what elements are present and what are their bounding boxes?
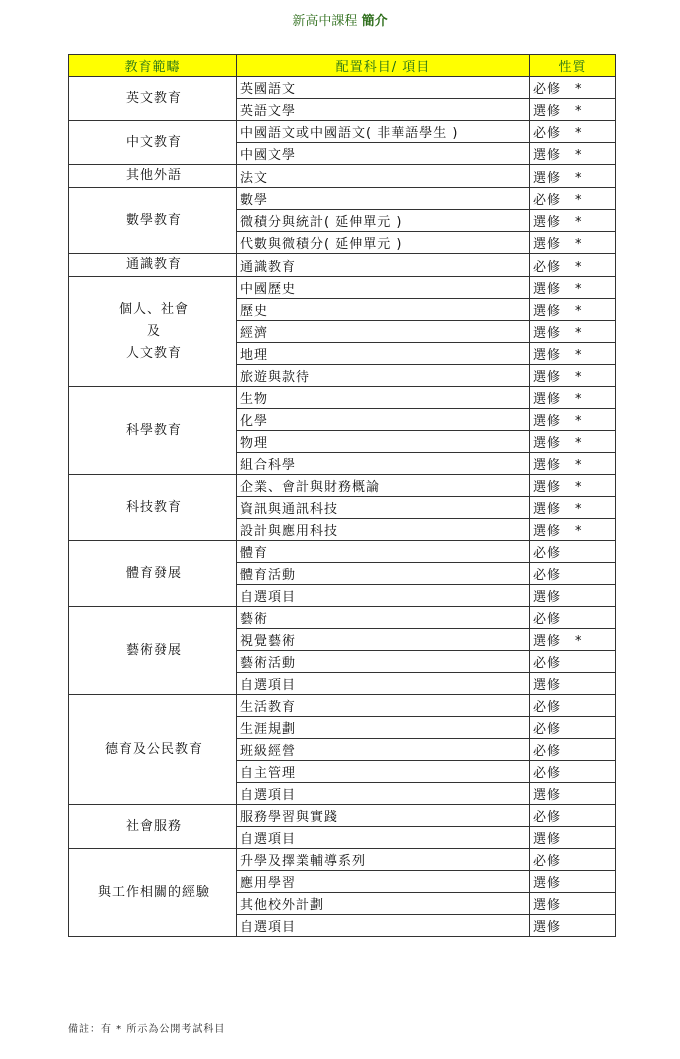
nature-label: 選修: [533, 436, 562, 451]
nature-cell: [530, 695, 616, 717]
nature-label: 必修: [533, 744, 562, 759]
subject-cell: 法文: [237, 165, 530, 188]
nature-label: 選修: [533, 392, 562, 407]
nature-label: 選修: [533, 215, 562, 230]
title-main: 新高中課程: [292, 14, 358, 29]
subject-cell: 生活教育: [237, 695, 530, 717]
nature-label: 必修: [533, 722, 562, 737]
area-cell: [69, 121, 237, 165]
subject-cell: 升學及擇業輔導系列: [237, 849, 530, 871]
nature-cell: [530, 585, 616, 607]
exam-star-mark: *: [575, 82, 583, 97]
area-label: 德育及公民教育: [104, 741, 203, 757]
subject-cell: 視覺藝術: [237, 629, 530, 651]
nature-cell: [530, 121, 616, 143]
exam-star-mark: *: [575, 126, 583, 141]
exam-star-mark: *: [575, 634, 583, 649]
nature-cell: [530, 805, 616, 827]
nature-cell: [530, 607, 616, 629]
subject-cell: 中國歷史: [237, 277, 530, 299]
subject-cell: 歷史: [237, 299, 530, 321]
nature-cell: [530, 254, 616, 277]
table-row: [69, 805, 616, 827]
subject-cell: 旅遊與款待: [237, 365, 530, 387]
footnote: 備註：有 * 所示為公開考試科目: [68, 1024, 226, 1035]
nature-cell: [530, 277, 616, 299]
subject-cell: 自選項目: [237, 827, 530, 849]
title-bold: 簡介: [361, 14, 388, 29]
nature-cell: [530, 893, 616, 915]
table-row: [69, 165, 616, 188]
nature-cell: [530, 761, 616, 783]
nature-cell: [530, 849, 616, 871]
subject-cell: 自主管理: [237, 761, 530, 783]
exam-star-mark: *: [575, 480, 583, 495]
nature-cell: [530, 99, 616, 121]
exam-star-mark: *: [575, 348, 583, 363]
subject-cell: 物理: [237, 431, 530, 453]
nature-label: 必修: [533, 700, 562, 715]
nature-label: 選修: [533, 898, 562, 913]
subject-cell: 數學: [237, 188, 530, 210]
area-cell: [69, 475, 237, 541]
area-cell: [69, 387, 237, 475]
nature-label: 選修: [533, 282, 562, 297]
header-area: 教育範疇: [69, 55, 237, 77]
exam-star-mark: *: [575, 326, 583, 341]
page-title: [0, 10, 680, 29]
subject-cell: 企業、會計與財務概論: [237, 475, 530, 497]
subject-cell: 自選項目: [237, 783, 530, 805]
exam-star-mark: *: [575, 370, 583, 385]
subject-cell: 藝術: [237, 607, 530, 629]
exam-star-mark: *: [575, 215, 583, 230]
nature-label: 選修: [533, 502, 562, 517]
subject-cell: 通識教育: [237, 254, 530, 277]
nature-cell: [530, 188, 616, 210]
area-cell: [69, 607, 237, 695]
area-label: 藝術發展: [125, 642, 182, 658]
exam-star-mark: *: [575, 237, 583, 252]
nature-cell: [530, 673, 616, 695]
nature-cell: [530, 651, 616, 673]
area-cell: [69, 254, 237, 277]
nature-cell: [530, 143, 616, 165]
area-cell: [69, 77, 237, 121]
area-cell: [69, 188, 237, 254]
nature-cell: [530, 629, 616, 651]
nature-label: 選修: [533, 170, 562, 186]
nature-label: 選修: [533, 304, 562, 319]
area-label: 社會服務: [125, 818, 182, 834]
area-cell: [69, 277, 237, 387]
area-label: 人文教育: [125, 345, 182, 361]
area-cell: [69, 849, 237, 937]
area-label: 科學教育: [125, 422, 182, 438]
area-label: 英文教育: [125, 90, 182, 106]
nature-cell: [530, 497, 616, 519]
table-body: [69, 77, 616, 937]
table-row: [69, 541, 616, 563]
nature-label: 選修: [533, 524, 562, 539]
exam-star-mark: *: [575, 414, 583, 429]
nature-label: 選修: [533, 370, 562, 385]
table-row: [69, 849, 616, 871]
nature-cell: [530, 827, 616, 849]
area-label: 體育發展: [125, 565, 182, 581]
nature-cell: [530, 783, 616, 805]
nature-cell: [530, 431, 616, 453]
area-label: 及: [146, 323, 161, 339]
nature-label: 選修: [533, 832, 562, 847]
area-label: 與工作相關的經驗: [97, 884, 210, 900]
curriculum-table: [68, 54, 616, 937]
header-nature: 性質: [530, 55, 616, 77]
nature-label: 必修: [533, 546, 562, 561]
subject-cell: 自選項目: [237, 915, 530, 937]
nature-cell: [530, 365, 616, 387]
nature-label: 必修: [533, 193, 562, 208]
nature-label: 選修: [533, 634, 562, 649]
subject-cell: 自選項目: [237, 673, 530, 695]
area-label: 中文教育: [125, 134, 182, 150]
area-cell: [69, 695, 237, 805]
subject-cell: 地理: [237, 343, 530, 365]
exam-star-mark: *: [575, 259, 583, 275]
subject-cell: 服務學習與實踐: [237, 805, 530, 827]
nature-label: 必修: [533, 126, 562, 141]
nature-cell: [530, 915, 616, 937]
subject-cell: 藝術活動: [237, 651, 530, 673]
exam-star-mark: *: [575, 392, 583, 407]
nature-cell: [530, 541, 616, 563]
nature-cell: [530, 453, 616, 475]
exam-star-mark: *: [575, 148, 583, 163]
area-label: 其他外語: [125, 168, 182, 183]
table-row: [69, 121, 616, 143]
subject-cell: 化學: [237, 409, 530, 431]
nature-cell: [530, 165, 616, 188]
table-row: [69, 277, 616, 299]
exam-star-mark: *: [575, 104, 583, 119]
table-row: [69, 188, 616, 210]
nature-label: 選修: [533, 104, 562, 119]
subject-cell: 班級經營: [237, 739, 530, 761]
nature-cell: [530, 475, 616, 497]
nature-label: 選修: [533, 414, 562, 429]
nature-cell: [530, 871, 616, 893]
subject-cell: 代數與微積分( 延伸單元 ): [237, 232, 530, 254]
subject-cell: 英國語文: [237, 77, 530, 99]
subject-cell: 設計與應用科技: [237, 519, 530, 541]
nature-label: 必修: [533, 259, 562, 275]
area-label: 通識教育: [125, 257, 182, 272]
exam-star-mark: *: [575, 502, 583, 517]
nature-cell: [530, 77, 616, 99]
table-header-row: [69, 55, 616, 77]
nature-label: 選修: [533, 920, 562, 935]
exam-star-mark: *: [575, 304, 583, 319]
nature-cell: [530, 739, 616, 761]
exam-star-mark: *: [575, 436, 583, 451]
subject-cell: 中國語文或中國語文( 非華語學生 ): [237, 121, 530, 143]
subject-cell: 組合科學: [237, 453, 530, 475]
subject-cell: 自選項目: [237, 585, 530, 607]
nature-cell: [530, 232, 616, 254]
nature-label: 必修: [533, 656, 562, 671]
nature-label: 選修: [533, 326, 562, 341]
nature-label: 選修: [533, 590, 562, 605]
area-label: 科技教育: [125, 499, 182, 515]
subject-cell: 微積分與統計( 延伸單元 ): [237, 210, 530, 232]
subject-cell: 資訊與通訊科技: [237, 497, 530, 519]
table-row: [69, 475, 616, 497]
nature-cell: [530, 563, 616, 585]
nature-label: 選修: [533, 876, 562, 891]
subject-cell: 生物: [237, 387, 530, 409]
exam-star-mark: *: [575, 193, 583, 208]
area-cell: [69, 165, 237, 188]
exam-star-mark: *: [575, 524, 583, 539]
table-row: [69, 607, 616, 629]
nature-cell: [530, 321, 616, 343]
nature-label: 必修: [533, 766, 562, 781]
area-label: 個人、社會: [118, 301, 189, 317]
table-row: [69, 387, 616, 409]
nature-label: 選修: [533, 480, 562, 495]
nature-label: 選修: [533, 678, 562, 693]
nature-cell: [530, 717, 616, 739]
area-label: 數學教育: [125, 212, 182, 228]
nature-label: 選修: [533, 237, 562, 252]
subject-cell: 體育: [237, 541, 530, 563]
nature-label: 必修: [533, 82, 562, 97]
table-row: [69, 77, 616, 99]
subject-cell: 英語文學: [237, 99, 530, 121]
subject-cell: 經濟: [237, 321, 530, 343]
subject-cell: 體育活動: [237, 563, 530, 585]
nature-label: 必修: [533, 568, 562, 583]
nature-cell: [530, 343, 616, 365]
area-cell: [69, 805, 237, 849]
nature-label: 必修: [533, 810, 562, 825]
table-row: [69, 695, 616, 717]
exam-star-mark: *: [575, 458, 583, 473]
subject-cell: 其他校外計劃: [237, 893, 530, 915]
nature-cell: [530, 299, 616, 321]
nature-label: 選修: [533, 458, 562, 473]
nature-label: 選修: [533, 788, 562, 803]
exam-star-mark: *: [575, 282, 583, 297]
nature-cell: [530, 210, 616, 232]
exam-star-mark: *: [575, 170, 583, 186]
nature-cell: [530, 519, 616, 541]
header-subject: 配置科目/ 項目: [237, 55, 530, 77]
area-cell: [69, 541, 237, 607]
table-row: [69, 254, 616, 277]
nature-cell: [530, 387, 616, 409]
subject-cell: 生涯規劃: [237, 717, 530, 739]
subject-cell: 應用學習: [237, 871, 530, 893]
nature-label: 必修: [533, 612, 562, 627]
subject-cell: 中國文學: [237, 143, 530, 165]
nature-label: 選修: [533, 348, 562, 363]
nature-cell: [530, 409, 616, 431]
nature-label: 選修: [533, 148, 562, 163]
nature-label: 必修: [533, 854, 562, 869]
